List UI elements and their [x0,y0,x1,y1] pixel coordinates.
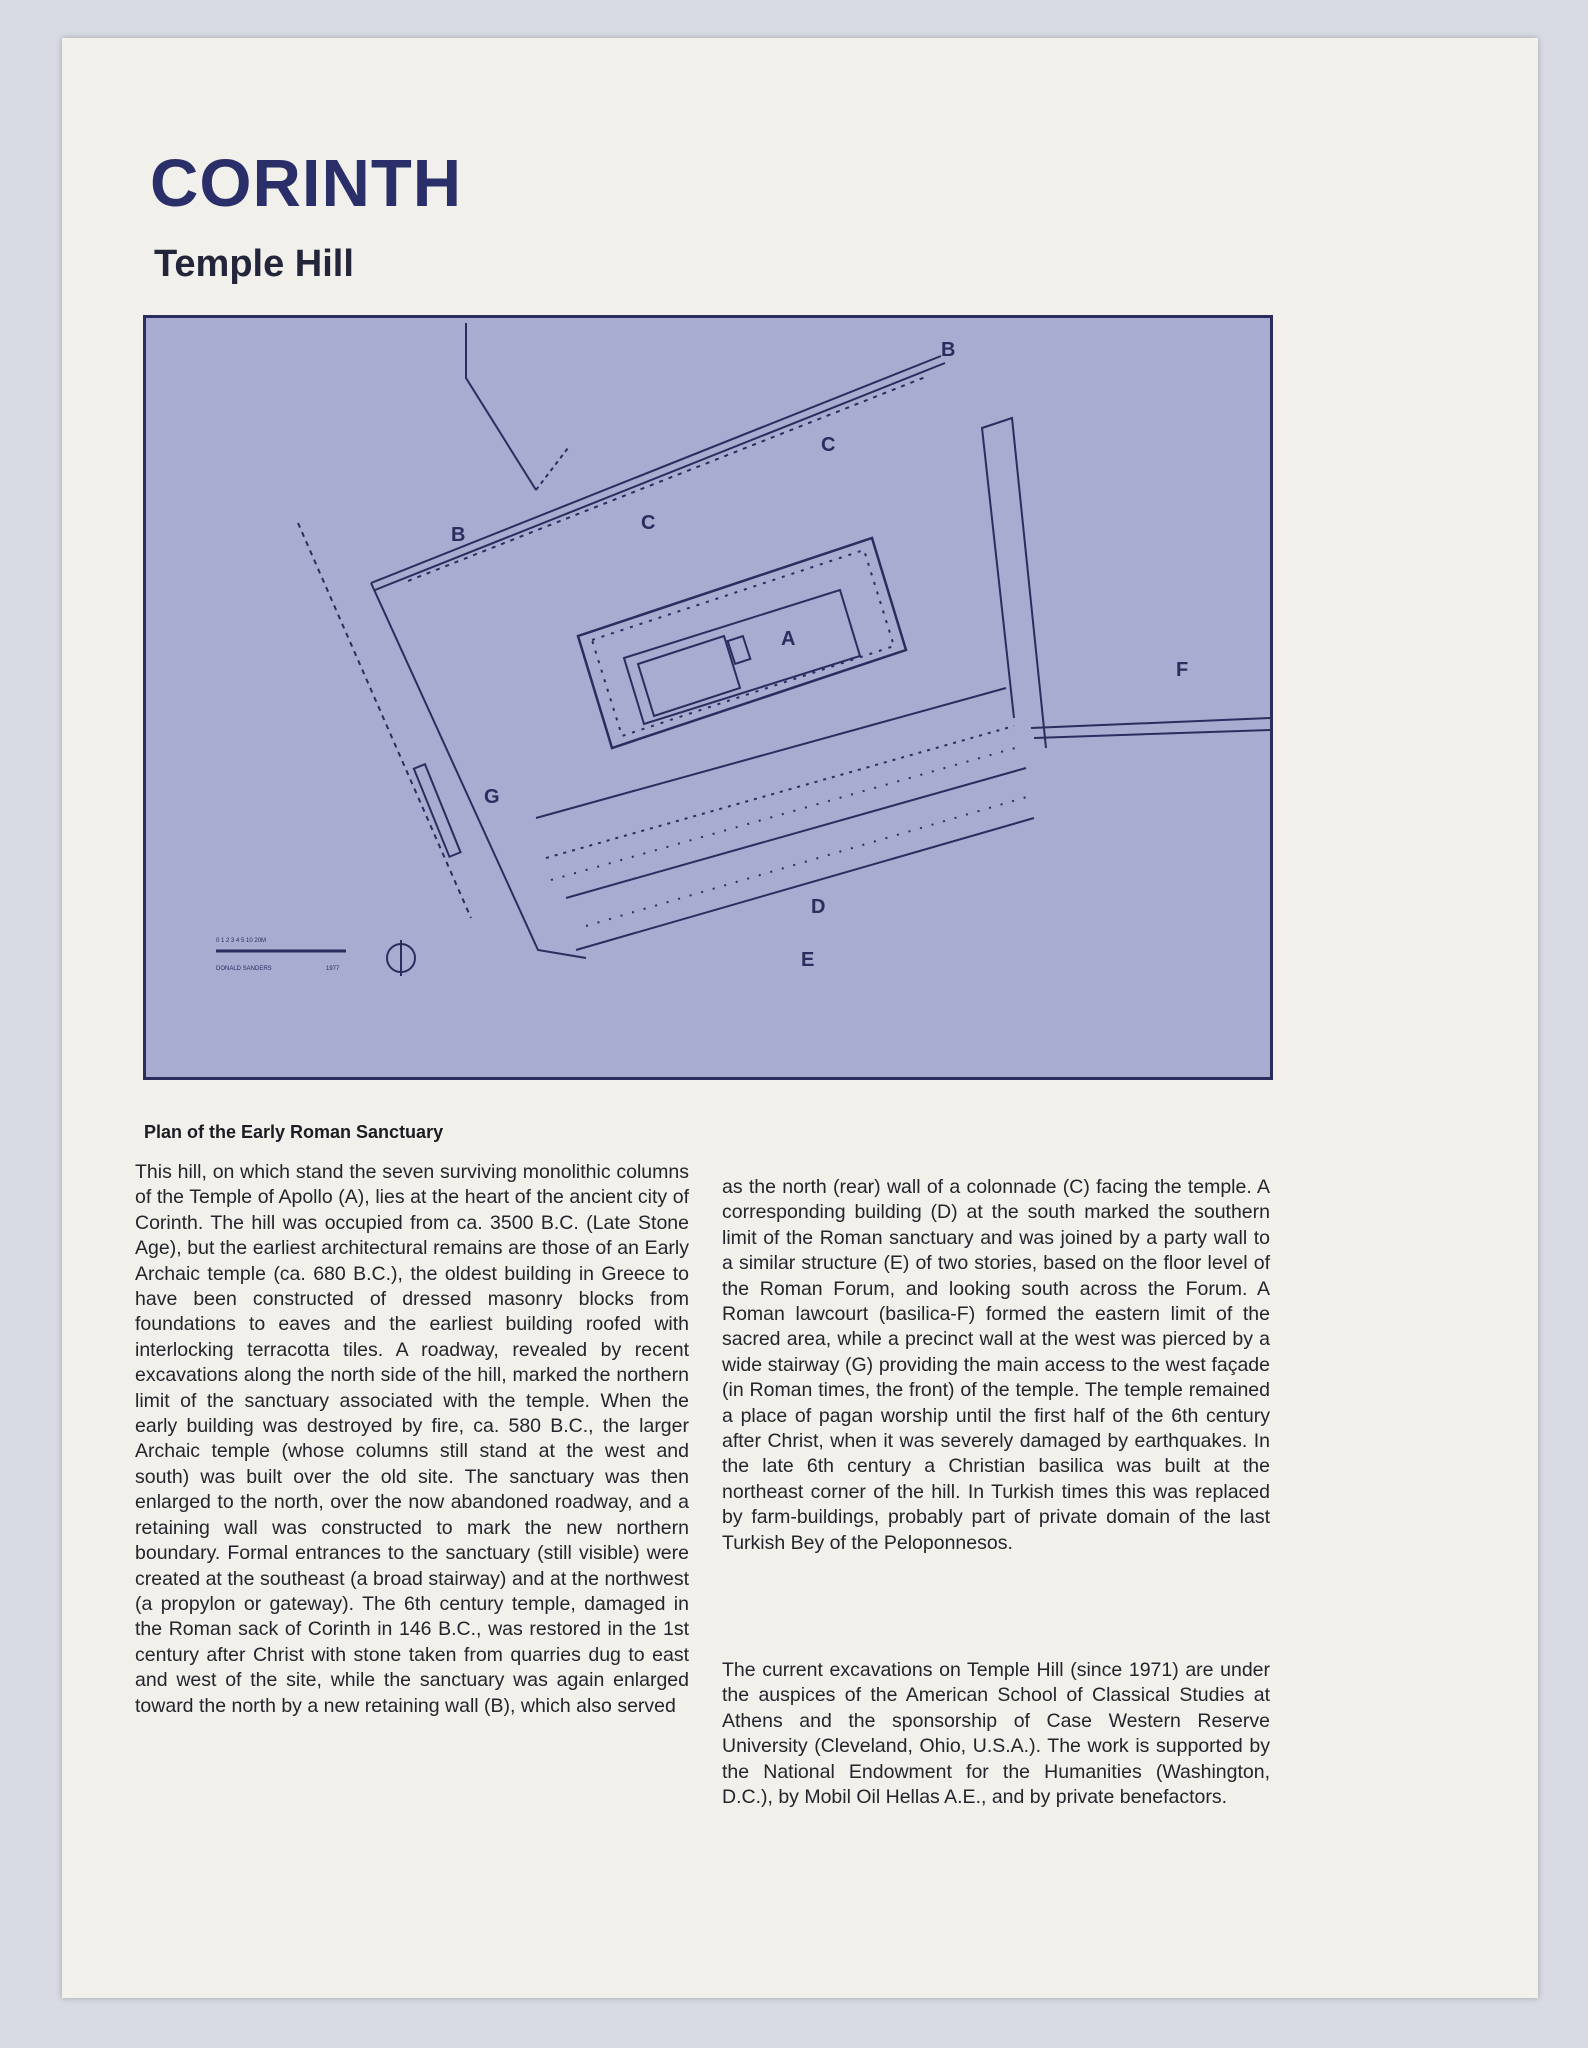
label-c-west: C [641,512,656,534]
west-precinct-wall [371,583,586,958]
label-f: F [1176,659,1189,681]
plan-drawing [146,318,1270,1077]
label-g: G [484,786,500,808]
label-c-east: C [821,434,836,456]
sanctuary-plan [143,315,1273,1080]
label-b-east: B [941,339,956,361]
scale-label: 0 1 2 3 4 5 10 20M [216,938,267,944]
page-subtitle: Temple Hill [154,243,354,285]
wall-b [371,356,941,583]
label-d: D [811,896,826,918]
basilica-f [982,418,1046,748]
body-column-right-credits: The current excavations on Temple Hill (since 1971) are under the auspices of the American School of Classical Studies at Athens and the sponsorship of Case Western Reserve University (Cleveland, Ohio, U.S.A.). The work is supported by the National Endowment for the Humanities (Washington, D.C.), by Mobil Oil Hellas A.E., and by private benefactors. [722,1659,1270,1809]
label-a: A [781,628,796,650]
building-d [536,688,1006,818]
body-column-left: This hill, on which stand the seven surviving monolithic columns of the Temple of Apollo (A), lies at the heart of the ancient city of Corinth. The hill was occupied from ca. 3500 B.C. (Late Stone Age), but the earliest architectural remains are those of an Early Archaic temple (ca. 680 B.C.), the oldest building in Greece to have been constructed of dressed masonry blocks from foundations to eaves and the earliest building roofed with interlocking terracotta tiles. A roadway, revealed by recent excavations along the north side of the hill, marked the northern limit of the sanctuary associated with the temple. When the early building was destroyed by fire, ca. 580 B.C., the larger Archaic temple (whose columns still stand at the west and south) was built over the old site. The sanctuary was then enlarged to the north, over the now abandoned roadway, and a retaining wall was constructed to mark the new northern boundary. Formal entrances to the sanctuary (still visible) were created at the southeast (a broad stairway) and at the northwest (a propylon or gateway). The 6th century temple, damaged in the Roman sack of Corinth in 146 B.C., was restored in the 1st century after Christ with stone taken from quarries dug to east and west of the site, while the sanctuary was again enlarged toward the north by a new retaining wall (B), which also served [135,1161,689,1717]
stairway-g [414,764,461,857]
label-e: E [801,949,815,971]
plan-year: 1977 [326,966,340,972]
label-b-west: B [451,524,466,546]
body-column-right: as the north (rear) wall of a colonnade (C) facing the temple. A corresponding building (D) at the south marked the southern limit of the Roman sanctuary and was joined by a party wall to a similar structure (E) of two stories, based on the floor level of the Roman Forum, and looking south across the Forum. A Roman lawcourt (basilica-F) formed the eastern limit of the sacred area, while a precinct wall at the west was pierced by a wide stairway (G) providing the main access to the west façade (in Roman times, the front) of the temple. The temple remained a place of pagan worship until the first half of the 6th century after Christ, when it was severely damaged by earthquakes. In the late 6th century a Christian basilica was built at the northeast corner of the hill. In Turkish times this was replaced by farm-buildings, probably part of private domain of the last Turkish Bey of the Peloponnesos. [722,1176,1270,1554]
plan-caption: Plan of the Early Roman Sanctuary [144,1122,444,1142]
plan-credit: DONALD SANDERS [216,966,272,972]
page-title: CORINTH [150,146,463,221]
